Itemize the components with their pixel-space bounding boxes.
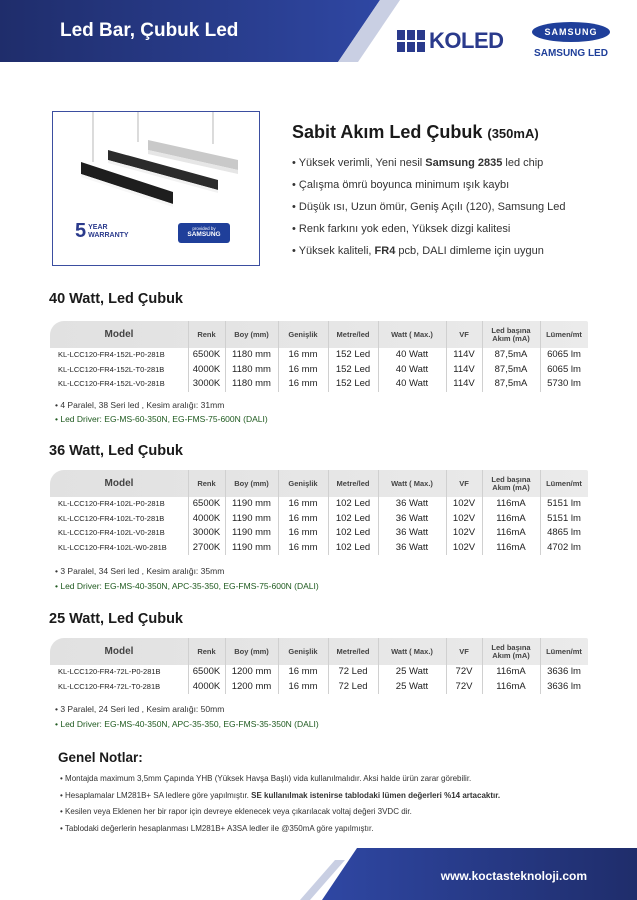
column-divider [328, 638, 329, 694]
table-cell: 116mA [496, 527, 526, 538]
wiring-note: • 3 Paralel, 24 Seri led , Kesim aralığı: 50mm [55, 704, 225, 714]
column-divider [482, 638, 483, 694]
column-divider [278, 638, 279, 694]
table-cell: 102 Led [335, 512, 371, 524]
table-cell: 16 mm [288, 378, 318, 389]
samsung-logo [530, 22, 612, 59]
table-header [50, 638, 588, 665]
spec-table [50, 638, 588, 694]
column-divider [540, 638, 541, 694]
table-cell: 36 Watt [395, 541, 429, 553]
table-cell: 72V [455, 680, 473, 692]
table-cell: 102 Led [335, 541, 371, 553]
feature-highlight: Samsung 2835 [425, 157, 503, 169]
feature-text: Düşük ısı, Uzun ömür, Geniş Açılı (120), Samsung Led [298, 201, 566, 213]
feature-item [292, 244, 622, 266]
column-header: Renk [197, 646, 216, 656]
table-row [50, 526, 588, 541]
general-note-item [60, 773, 620, 790]
table-cell: 16 mm [288, 349, 318, 360]
warranty-year-label: YEAR [88, 223, 108, 231]
column-divider [482, 470, 483, 555]
table-cell: KL-LCC120-FR4-152L-T0-281B [58, 364, 165, 374]
table-cell: 3000K [192, 378, 221, 389]
table-cell: 102 Led [335, 498, 371, 509]
section-title: 40 Watt, Led Çubuk [49, 291, 183, 307]
table-cell: 25 Watt [395, 666, 429, 677]
warranty-badge [75, 220, 129, 243]
koled-logo [397, 28, 504, 54]
note-text: Montajda maximum 3,5mm Çapında YHB (Yüksek Havşa Başlı) vida kullanılmalıdır. Aksi halde ürün zarar görebilir. [65, 774, 472, 783]
warranty-years: 5 [75, 220, 87, 242]
section-title: 25 Watt, Led Çubuk [49, 611, 183, 627]
samsung-logo-mark: SAMSUNG [532, 22, 610, 42]
column-header: Genişlik [288, 478, 318, 488]
driver-note: • Led Driver: EG-MS-60-350N, EG-FMS-75-600N (DALI) [55, 414, 268, 424]
table-cell: 16 mm [288, 527, 318, 538]
table-cell: 4000K [192, 512, 221, 524]
table-cell: KL-LCC120-FR4-102L-T0-281B [58, 513, 165, 523]
column-divider [446, 321, 447, 392]
table-cell: 87,5mA [494, 378, 528, 389]
table-cell: 102V [452, 541, 476, 553]
column-header: Lümen/mt [546, 329, 582, 339]
column-divider [446, 638, 447, 694]
table-cell: 72V [455, 666, 473, 677]
column-divider [188, 638, 189, 694]
footer-website-link[interactable]: www.koctasteknoloji.com [440, 869, 587, 883]
feature-text-end: pcb, DALI dimleme için uygun [395, 245, 544, 257]
column-header: Model [104, 328, 134, 340]
table-cell: 36 Watt [395, 498, 429, 509]
table-cell: 152 Led [335, 363, 371, 375]
table-cell: 1190 mm [232, 512, 271, 524]
column-header: VF [459, 329, 469, 339]
table-cell: 102 Led [335, 527, 371, 538]
column-header: Watt ( Max.) [391, 646, 433, 656]
table-cell: 114V [453, 378, 475, 389]
table-cell: 3636 lm [547, 680, 581, 692]
table-cell: 3000K [192, 527, 221, 538]
table-cell: 72 Led [338, 666, 368, 677]
table-cell: 116mA [496, 680, 526, 692]
column-header: Boy (mm) [234, 329, 269, 339]
column-divider [188, 321, 189, 392]
column-header: Watt ( Max.) [391, 478, 433, 488]
column-header: Led başına Akım (mA) [491, 325, 531, 343]
table-cell: 16 mm [288, 363, 318, 375]
table-row [50, 497, 588, 512]
spec-table [50, 321, 588, 392]
table-cell: 6500K [192, 666, 221, 677]
column-header: Metre/led [336, 478, 370, 488]
note-text: Kesilen veya Eklenen her bir rapor için devreye eklenecek veya çıkarılacak voltaj değeri 3VDC dir. [65, 807, 412, 816]
column-header: VF [459, 478, 469, 488]
column-divider [278, 470, 279, 555]
table-cell: 1190 mm [232, 527, 271, 538]
table-cell: 40 Watt [395, 349, 429, 360]
table-cell: 16 mm [288, 512, 318, 524]
koled-brand: KOLED [429, 28, 504, 53]
spec-table [50, 470, 588, 555]
table-row [50, 665, 588, 680]
product-title-current: (350mA) [487, 126, 539, 141]
table-cell: 4000K [192, 363, 221, 375]
column-divider [446, 470, 447, 555]
table-cell: 25 Watt [395, 680, 429, 692]
feature-text: Çalışma ömrü boyunca minimum ışık kaybı [298, 179, 510, 191]
table-cell: 6500K [192, 498, 221, 509]
note-highlight: SE kullanılmak istenirse tablodaki lümen değerleri %14 artacaktır. [251, 790, 501, 800]
table-cell: 5151 lm [547, 512, 581, 524]
table-cell: KL-LCC120-FR4-72L-P0-281B [58, 667, 161, 676]
column-divider [482, 321, 483, 392]
feature-item [292, 156, 622, 178]
feature-text: Yüksek kaliteli, [298, 245, 375, 257]
table-cell: 6065 lm [547, 363, 581, 375]
table-cell: 114V [453, 349, 475, 360]
feature-item [292, 178, 622, 200]
table-cell: 16 mm [288, 498, 318, 509]
table-cell: 16 mm [288, 680, 318, 692]
column-divider [278, 321, 279, 392]
feature-item [292, 200, 622, 222]
provided-by-label: provided by [192, 226, 216, 231]
table-cell: 40 Watt [395, 378, 429, 389]
table-cell: 102V [452, 512, 476, 524]
table-cell: 5151 lm [547, 498, 581, 509]
table-row [50, 377, 588, 392]
column-divider [225, 638, 226, 694]
feature-list [292, 156, 622, 266]
table-cell: 152 Led [335, 349, 371, 360]
column-header: Led başına Akım (mA) [491, 642, 531, 660]
table-cell: 4702 lm [547, 541, 581, 553]
product-title-text: Sabit Akım Led Çubuk [292, 122, 483, 142]
table-cell: 16 mm [288, 666, 318, 677]
column-header: Boy (mm) [234, 646, 269, 656]
general-note-item [60, 823, 620, 840]
table-cell: 6065 lm [547, 349, 581, 360]
table-header [50, 321, 588, 348]
feature-text: Renk farkını yok eden, Yüksek dizgi kalitesi [298, 223, 511, 235]
table-cell: 1180 mm [232, 363, 271, 375]
product-title [292, 122, 539, 143]
table-cell: KL-LCC120-FR4-102L-P0-281B [58, 499, 165, 508]
column-header: Model [104, 645, 134, 657]
table-cell: 87,5mA [494, 363, 528, 375]
table-cell: 1180 mm [232, 349, 271, 360]
column-header: Led başına Akım (mA) [491, 474, 531, 492]
column-header: Metre/led [336, 329, 370, 339]
warranty-label: WARRANTY [88, 231, 129, 239]
table-header [50, 470, 588, 497]
column-header: Model [104, 477, 134, 489]
column-divider [378, 470, 379, 555]
feature-text: Yüksek verimli, Yeni nesil [298, 157, 426, 169]
general-notes-title: Genel Notlar: [58, 750, 143, 765]
driver-note: • Led Driver: EG-MS-40-350N, APC-35-350, EG-FMS-35-350N (DALI) [55, 719, 319, 729]
table-cell: 16 mm [288, 541, 318, 553]
table-cell: 40 Watt [395, 363, 429, 375]
table-cell: 72 Led [338, 680, 368, 692]
note-text: Hesaplamalar LM281B+ SA ledlere göre yapılmıştır. [65, 790, 252, 800]
feature-text-end: led chip [502, 157, 544, 169]
header-title: Led Bar, Çubuk Led [60, 20, 239, 41]
table-row [50, 680, 588, 695]
table-cell: 87,5mA [494, 349, 528, 360]
table-cell: 1180 mm [232, 378, 271, 389]
table-cell: 102V [452, 498, 476, 509]
table-cell: 102V [452, 527, 476, 538]
table-cell: 5730 lm [547, 378, 581, 389]
table-cell: 116mA [496, 666, 526, 677]
samsung-led-label: SAMSUNG LED [534, 48, 608, 59]
table-cell: 114V [453, 363, 475, 375]
table-cell: 2700K [192, 541, 221, 553]
table-cell: 4865 lm [547, 527, 581, 538]
wiring-note: • 3 Paralel, 34 Seri led , Kesim aralığı: 35mm [55, 566, 225, 576]
wiring-note: • 4 Paralel, 38 Seri led , Kesim aralığı: 31mm [55, 400, 225, 410]
column-divider [225, 321, 226, 392]
table-cell: KL-LCC120-FR4-152L-V0-281B [58, 379, 165, 388]
general-note-item [60, 790, 620, 807]
column-divider [540, 321, 541, 392]
product-image [52, 111, 260, 266]
samsung-provided-badge [178, 223, 230, 243]
general-notes-list [60, 773, 620, 839]
column-header: Renk [197, 329, 216, 339]
column-header: Metre/led [336, 646, 370, 656]
column-header: Lümen/mt [546, 646, 582, 656]
note-text: Tablodaki değerlerin hesaplanması LM281B+ A3SA ledler ile @350mA göre yapılmıştır. [64, 823, 374, 833]
table-cell: 4000K [192, 680, 221, 692]
column-header: Genişlik [288, 646, 318, 656]
column-header: Renk [197, 478, 216, 488]
table-cell: 1200 mm [231, 680, 272, 692]
table-cell: 152 Led [335, 378, 371, 389]
feature-item [292, 222, 622, 244]
column-divider [540, 470, 541, 555]
column-header: Watt ( Max.) [391, 329, 433, 339]
column-header: VF [459, 646, 469, 656]
driver-note: • Led Driver: EG-MS-40-350N, APC-35-350, EG-FMS-75-600N (DALI) [55, 581, 319, 591]
column-divider [378, 321, 379, 392]
section-title: 36 Watt, Led Çubuk [49, 443, 183, 459]
feature-highlight: FR4 [374, 245, 396, 257]
table-row [50, 363, 588, 378]
table-cell: 3636 lm [547, 666, 581, 677]
table-cell: 1190 mm [232, 541, 271, 553]
table-cell: 116mA [496, 541, 526, 553]
column-header: Lümen/mt [546, 478, 582, 488]
column-divider [328, 470, 329, 555]
table-cell: 1200 mm [231, 666, 272, 677]
table-cell: 6500K [192, 349, 221, 360]
table-row [50, 541, 588, 556]
table-cell: KL-LCC120-FR4-102L-V0-281B [58, 528, 165, 537]
table-cell: KL-LCC120-FR4-102L-W0-281B [58, 542, 167, 552]
column-divider [188, 470, 189, 555]
column-header: Boy (mm) [234, 478, 269, 488]
table-cell: KL-LCC120-FR4-152L-P0-281B [58, 350, 165, 359]
table-cell: 116mA [496, 512, 526, 524]
column-divider [328, 321, 329, 392]
provided-brand-label: SAMSUNG [187, 231, 221, 238]
column-header: Genişlik [288, 329, 318, 339]
column-divider [378, 638, 379, 694]
table-row [50, 512, 588, 527]
koled-mark-icon [397, 30, 425, 52]
column-divider [225, 470, 226, 555]
table-cell: 36 Watt [395, 527, 429, 538]
general-note-item [60, 806, 620, 823]
table-cell: 116mA [496, 498, 526, 509]
table-row [50, 348, 588, 363]
table-cell: KL-LCC120-FR4-72L-T0-281B [58, 681, 161, 691]
table-cell: 36 Watt [395, 512, 429, 524]
table-cell: 1190 mm [232, 498, 271, 509]
